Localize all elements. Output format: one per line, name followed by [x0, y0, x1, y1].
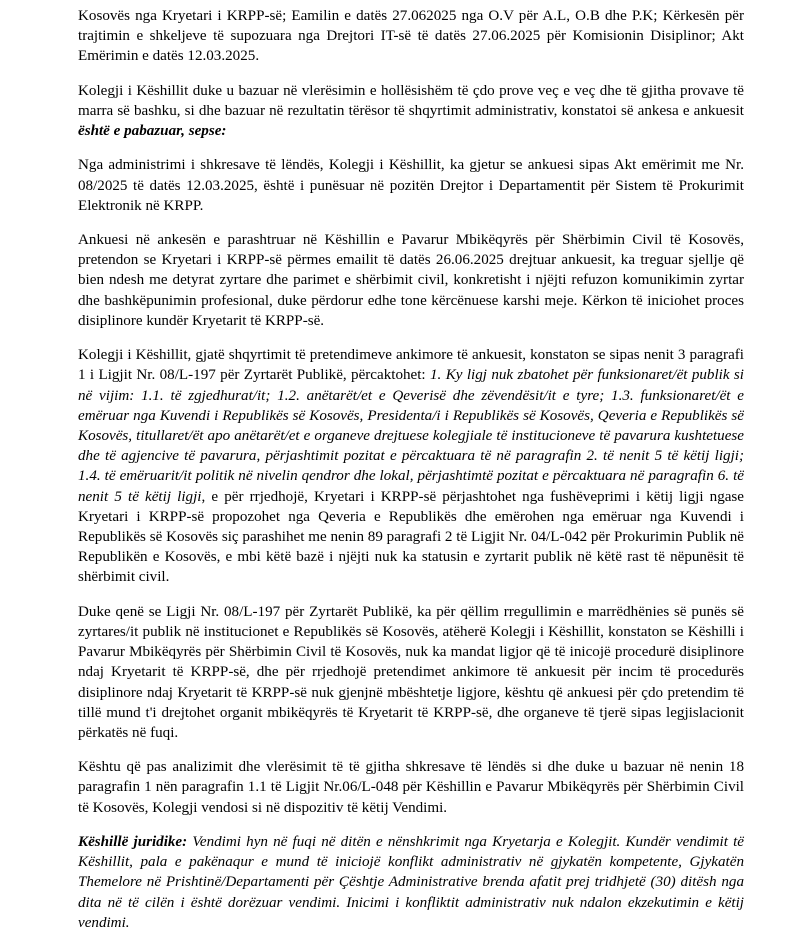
paragraph-5 — [78, 345, 744, 588]
paragraph-5-law-citation: 1. Ky ligj nuk zbatohet për funksionaret/ët publik si në vijim: 1.1. të zgjedhurat/it; 1.2. anëtarët/et e Qeverisë dhe zëvendësit/it e tyre; 1.3. funksionaret/ët e emëruar nga Kuvendi i Republikës së Kosovës, Presidenta/i i Republikës së Kosovës, Qeveria e Republikës së Kosovës, titullaret/ët apo anëtarët/et e organeve drejtuese kolegjiale të institucioneve të pavarura kushtetuese dhe të agjencive të pavarura, përjashtimit pozitat e përcaktuara të në paragrafin 2. të nenit 5 të këtij ligji; 1.4. të emëruarit/it politik në nivelin qendror dhe lokal, përjashtimtë pozitat e përcaktuara në paragrafin 6. të nenit 5 të këtij ligji — [78, 367, 744, 505]
paragraph-3: Nga administrimi i shkresave të lëndës, Kolegji i Këshillit, ka gjetur se ankuesi sipas Akt emërimit me Nr. 08/2025 të datës 12.03.2025, është i punësuar në pozitën Drejtor i Departamentit për Sistem të Prokurimit Elektronik në KRPP. — [78, 157, 744, 214]
paragraph-4: Ankuesi në ankesën e parashtruar në Këshillin e Pavarur Mbikëqyrës për Shërbimin Civil të Kosovës, pretendon se Kryetari i KRPP-së përmes emailit të datës 26.06.2025 drejtuar ankuesit, ka treguar sjellje që bien ndesh me detyrat zyrtare dhe parimet e shërbimit civil, konkretisht i njëjti refuzon komunikimin zyrtar dhe bashkëpunimin profesional, duke përdorur edhe tone kërcënuese karshi meje. Kërkon të iniciohet proces disiplinore kundër Kryetarit të KRPP-së. — [78, 231, 744, 329]
paragraph-2-emphasis: është e pabazuar, sepse: — [78, 123, 227, 140]
paragraph-7: Kështu që pas analizimit dhe vlerësimit të të gjitha shkresave të lëndës si dhe duke u bazuar në nenin 18 paragrafin 1 nën paragrafin 1.1 të Ligjit Nr.06/L-048 për Këshillin e Pavarur Mbikëqyrës për Shërbimin Civil të Kosovës, Kolegji vendosi si në dispozitiv të këtij Vendimi. — [78, 759, 744, 816]
legal-advice-body: Vendimi hyn në fuqi në ditën e nënshkrimit nga Kryetarja e Kolegjit. Kundër vendimit të Këshillit, pala e pakënaqur e mund të iniciojë konflikt administrativ në gjykatën kompetente, Gjykatën Themelore në Prishtinë/Departamenti për Çështje Administrative brenda afatit prej tridhjetë (30) ditësh nga dita në të cilën i është dorëzuar vendimi. Inicimi i konfliktit administrativ nuk ndalon ekzekutimin e këtij vendimi. — [78, 833, 744, 931]
paragraph-5-run-1: Kolegji i Këshillit, gjatë shqyrtimit të pretendimeve ankimore të ankuesit, konstaton se sipas nenit 3 paragrafi 1 i Ligjit Nr. 08/L-197 për Zyrtarët Publikë, përcaktohet: — [78, 347, 744, 384]
paragraph-6: Duke qenë se Ligji Nr. 08/L-197 për Zyrtarët Publikë, ka për qëllim rregullimin e marrëdhënies së punës së zyrtares/it publik në institucionet e Republikës së Kosovës, atëherë Kolegji i Këshillit, konstaton se Këshilli i Pavarur Mbikëqyrës për Shërbimin Civil të Kosovës, nuk ka mandat ligjor që të inicojë procedurë disiplinore ndaj Kryetarit të KRPP-së, dhe për rrjedhojë pretendimet ankimore të ankuesit për incim të procedurës disiplinore ndaj Kryetarit të KRPP-së nuk gjenjnë mbështetje ligjore, kështu që ankuesi për çdo pretendim të tillë mund t'i drejtohet organit mbikëqyrës të Kryetarit të KRPP-së, dhe organeve të tjerë sipas legjislacionit përkatës në fuqi. — [78, 603, 744, 741]
paragraph-8-legal-advice — [78, 832, 744, 933]
paragraph-2 — [78, 81, 744, 142]
legal-advice-heading: Këshillë juridike: — [78, 833, 193, 850]
paragraph-5-run-3: , e për rrjedhojë, Kryetari i KRPP-së përjashtohet nga fushëveprimi i këtij ligji ngase Kryetari i KRPP-së propozohet nga Qeveria e Republikës dhe emërohen nga emëruar nga Kuvendi i Republikës së Kosovës siç parashihet me nenin 89 paragrafi 2 të Ligjit Nr. 04/L-042 për Prokurimin Publik në Republikën e Kosovës, e mbi këtë bazë i njëjti nuk ka statusin e zyrtarit publik në këtë rast të nëpunësit të shërbimit civil. — [78, 488, 745, 586]
paragraph-2-run-1: Kolegji i Këshillit duke u bazuar në vlerësimin e hollësishëm të çdo prove veç e veç dhe të gjitha provave të marra së bashku, si dhe bazuar në rezultatin tërësor të shqyrtimit administrativ, konstatoi së ankesa e ankuesit — [78, 82, 744, 119]
paragraph-1: Kosovës nga Kryetari i KRPP-së; Eamilin e datës 27.062025 nga O.V për A.L, O.B dhe P.K; Kërkesën për trajtimin e shkeljeve të supozuara nga Drejtori IT-së të datës 27.06.2025 për Komisionin Disiplinor; Akt Emërimin e datës 12.03.2025. — [78, 8, 744, 65]
